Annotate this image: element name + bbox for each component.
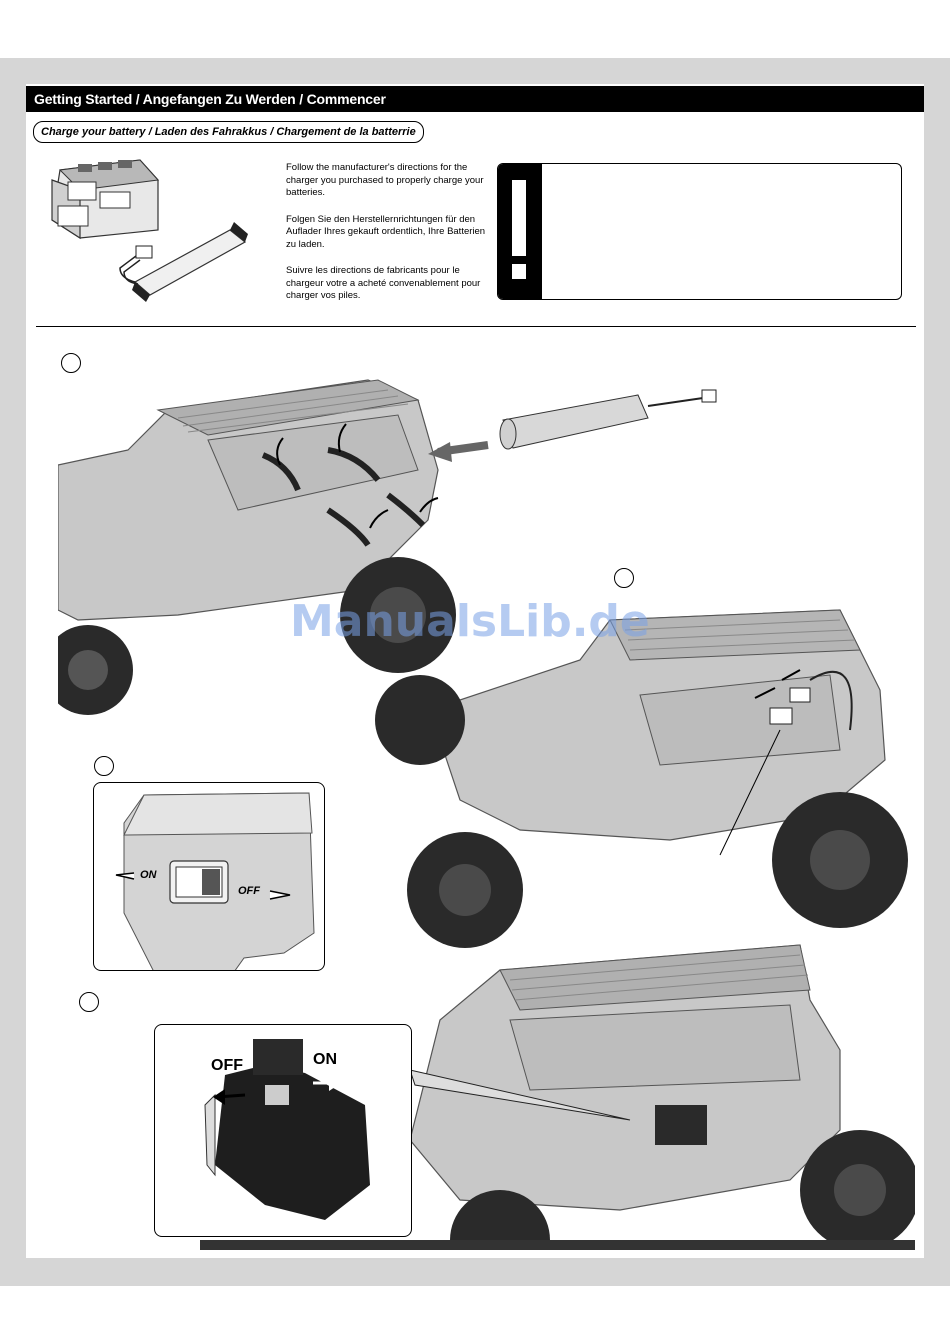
step-marker-3 [94,756,114,776]
step-marker-4 [79,992,99,1012]
subsection-label: Charge your battery / Laden des Fahrakkus / Chargement de la batterrie [33,121,424,143]
transmitter-on-label: ON [140,869,157,881]
top-margin [0,0,950,58]
warning-icon [498,164,542,299]
esc-switch-inset [154,1024,412,1237]
charging-instructions [286,162,486,317]
esc-illustration [155,1025,412,1237]
esc-off-label: OFF [211,1057,243,1074]
section-header: Getting Started / Angefangen Zu Werden / Commencer [26,86,924,112]
warning-box [497,163,902,300]
instruction-french: Suivre les directions de fabricants pour le chargeur votre a acheté convenablement pour charger vos piles. [286,265,481,301]
section-divider [36,326,916,327]
charger-battery-illustration [40,150,270,310]
watermark: ManualsLib.de [290,596,650,647]
instruction-english: Follow the manufacturer's directions for the charger you purchased to properly charge your batteries. [286,162,484,198]
instruction-german: Folgen Sie den Herstellernrichtungen für den Auflader Ihres gekauft ordentlich, Ihre Batterien zu laden. [286,213,486,250]
battery-connect-illustration [370,600,915,955]
transmitter-off-label: OFF [238,885,260,897]
esc-on-label: ON [313,1051,337,1068]
